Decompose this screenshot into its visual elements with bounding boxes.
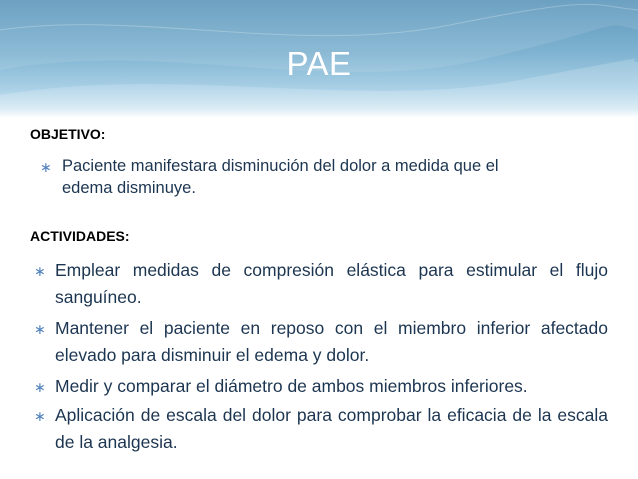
- bullet-icon: ∗: [34, 409, 46, 425]
- activity-item: Aplicación de escala del dolor para comprobar la eficacia de la escala de la analgesia.: [55, 405, 608, 452]
- bullet-icon: ∗: [34, 380, 46, 396]
- slide-header: [0, 0, 638, 118]
- activity-item: Medir y comparar el diámetro de ambos miembros inferiores.: [55, 376, 528, 396]
- bullet-icon: ∗: [34, 264, 46, 280]
- activity-item: Emplear medidas de compresión elástica para estimular el flujo sanguíneo.: [55, 260, 608, 307]
- activity-item: Mantener el paciente en reposo con el miembro inferior afectado elevado para disminuir el edema y dolor.: [55, 318, 608, 365]
- slide-title: PAE: [286, 45, 352, 82]
- activities-label: ACTIVIDADES:: [30, 228, 130, 244]
- bullet-icon: ∗: [40, 160, 52, 176]
- objective-label: OBJETIVO:: [30, 126, 106, 142]
- bullet-icon: ∗: [34, 322, 46, 338]
- objective-item: Paciente manifestara disminución del dolor a medida que el edema disminuye.: [62, 157, 499, 197]
